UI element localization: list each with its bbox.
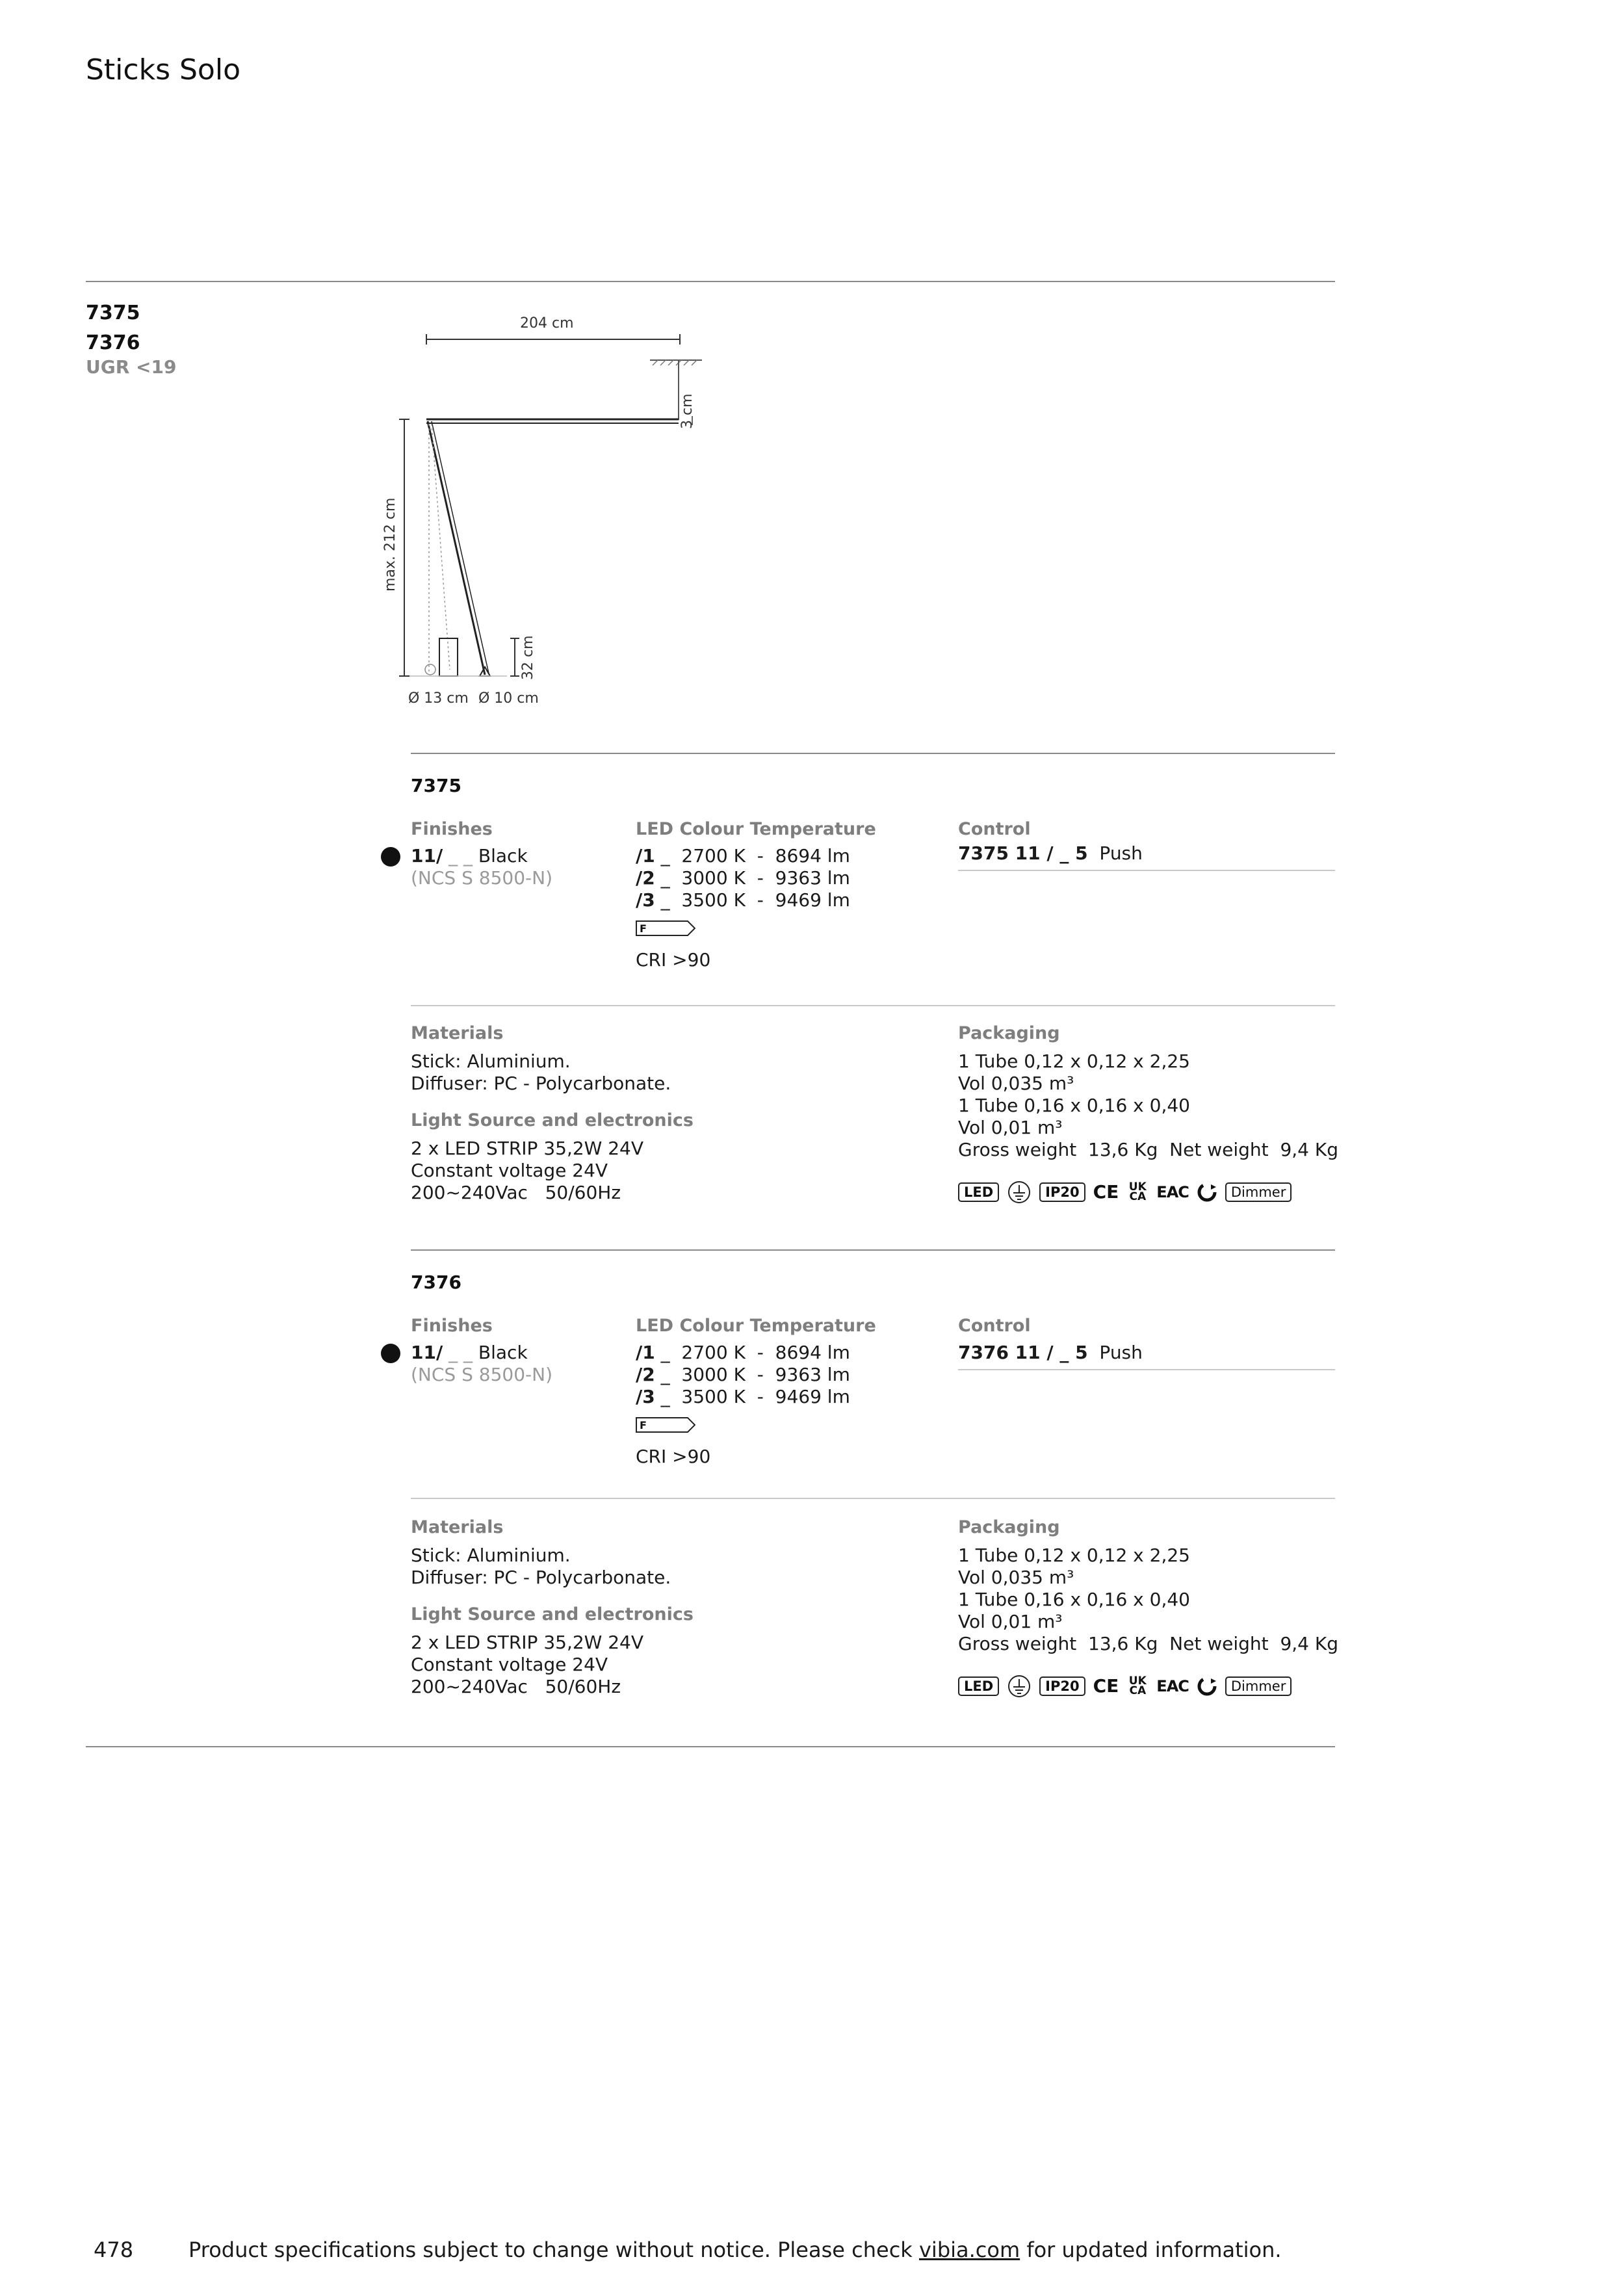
light-source-line: 2 x LED STRIP 35,2W 24V — [411, 1632, 644, 1653]
divider — [86, 1746, 1335, 1747]
materials-line: Stick: Aluminium. — [411, 1050, 571, 1072]
energy-class-icon — [636, 920, 695, 936]
packaging-line: Vol 0,035 m³ — [958, 1073, 1074, 1094]
cri: CRI >90 — [636, 1446, 711, 1467]
lamp-drawing — [364, 306, 728, 722]
svg-text:F: F — [640, 922, 647, 935]
packaging-line: 1 Tube 0,12 x 0,12 x 2,25 — [958, 1050, 1190, 1072]
finish-option: 11/ _ _ Black — [411, 1342, 528, 1363]
finish-ncs: (NCS S 8500-N) — [411, 867, 552, 889]
light-source-line: Constant voltage 24V — [411, 1160, 608, 1181]
light-source-label: Light Source and electronics — [411, 1110, 694, 1130]
packaging-line: Gross weight 13,6 Kg Net weight 9,4 Kg — [958, 1139, 1339, 1160]
packaging-line: Gross weight 13,6 Kg Net weight 9,4 Kg — [958, 1633, 1339, 1654]
recycle-mark-icon — [1197, 1676, 1217, 1697]
led-label: LED Colour Temperature — [636, 1316, 876, 1336]
materials-line: Diffuser: PC - Polycarbonate. — [411, 1073, 671, 1094]
packaging-line: Vol 0,035 m³ — [958, 1567, 1074, 1588]
ip-rating-icon: IP20 — [1039, 1676, 1085, 1696]
divider — [958, 1369, 1335, 1370]
packaging-line: Vol 0,01 m³ — [958, 1117, 1063, 1138]
eac-mark-icon: EAC — [1156, 1677, 1189, 1695]
control-label: Control — [958, 819, 1031, 839]
page-title: Sticks Solo — [86, 53, 240, 86]
certifications — [958, 1673, 1292, 1699]
materials-line: Stick: Aluminium. — [411, 1545, 571, 1566]
led-option: /1 _ 2700 K - 8694 lm — [636, 1342, 850, 1363]
earth-ground-icon — [1007, 1180, 1032, 1205]
finishes-label: Finishes — [411, 819, 493, 839]
control-option: 7376 11 / _ 5 Push — [958, 1342, 1143, 1363]
ip-rating-icon: IP20 — [1039, 1182, 1085, 1202]
packaging-line: 1 Tube 0,12 x 0,12 x 2,25 — [958, 1545, 1190, 1566]
control-label: Control — [958, 1316, 1031, 1336]
led-option: /1 _ 2700 K - 8694 lm — [636, 845, 850, 867]
control-option: 7375 11 / _ 5 Push — [958, 842, 1143, 864]
led-option: /2 _ 3000 K - 9363 lm — [636, 1364, 850, 1385]
vibia-link[interactable]: vibia.com — [918, 2237, 1020, 2262]
divider — [86, 281, 1335, 282]
packaging-line: Vol 0,01 m³ — [958, 1611, 1063, 1632]
earth-ground-icon — [1007, 1674, 1032, 1699]
ukca-mark-icon: UK CA — [1128, 1675, 1147, 1697]
svg-text:F: F — [640, 1419, 647, 1431]
led-option: /3 _ 3500 K - 9469 lm — [636, 889, 850, 911]
energy-class-icon — [636, 1417, 695, 1433]
width-label: 204 cm — [520, 315, 574, 332]
dimmer-icon: Dimmer — [1225, 1676, 1292, 1696]
ce-mark-icon: CE — [1093, 1181, 1119, 1203]
packaging-label: Packaging — [958, 1023, 1060, 1043]
led-option: /3 _ 3500 K - 9469 lm — [636, 1386, 850, 1407]
finishes-label: Finishes — [411, 1316, 493, 1336]
section-code: 7375 — [411, 775, 461, 796]
light-source-line: Constant voltage 24V — [411, 1654, 608, 1675]
eac-mark-icon: EAC — [1156, 1183, 1189, 1201]
light-source-line: 2 x LED STRIP 35,2W 24V — [411, 1138, 644, 1159]
dimmer-icon: Dimmer — [1225, 1182, 1292, 1202]
divider — [958, 870, 1335, 871]
product-code-2: 7376 — [86, 332, 140, 354]
ugr-rating: UGR <19 — [86, 356, 177, 378]
certifications — [958, 1179, 1292, 1205]
base-height-label: 32 cm — [520, 635, 536, 680]
packaging-line: 1 Tube 0,16 x 0,16 x 0,40 — [958, 1589, 1190, 1610]
led-label: LED Colour Temperature — [636, 819, 876, 839]
ce-mark-icon: CE — [1093, 1675, 1119, 1697]
packaging-label: Packaging — [958, 1517, 1060, 1537]
light-source-label: Light Source and electronics — [411, 1604, 694, 1624]
cri: CRI >90 — [636, 949, 711, 971]
product-code-1: 7375 — [86, 302, 140, 324]
divider — [411, 753, 1335, 754]
led-option: /2 _ 3000 K - 9363 lm — [636, 867, 850, 889]
divider — [411, 1498, 1335, 1499]
finish-ncs: (NCS S 8500-N) — [411, 1364, 552, 1385]
base-diameter-2: Ø 10 cm — [478, 690, 539, 707]
ukca-mark-icon: UK CA — [1128, 1181, 1147, 1203]
materials-line: Diffuser: PC - Polycarbonate. — [411, 1567, 671, 1588]
recycle-mark-icon — [1197, 1182, 1217, 1203]
led-icon: LED — [958, 1182, 999, 1202]
light-source-line: 200~240Vac 50/60Hz — [411, 1676, 621, 1697]
materials-label: Materials — [411, 1517, 504, 1537]
materials-label: Materials — [411, 1023, 504, 1043]
page-number: 478 — [94, 2237, 134, 2262]
packaging-line: 1 Tube 0,16 x 0,16 x 0,40 — [958, 1095, 1190, 1116]
footer-disclaimer: Product specifications subject to change without notice. Please check vibia.com for updated information. — [188, 2237, 1282, 2262]
base-diameter-1: Ø 13 cm — [408, 690, 469, 707]
thickness-label: 3 cm — [679, 393, 695, 429]
divider — [411, 1005, 1335, 1006]
led-icon: LED — [958, 1676, 999, 1696]
finish-swatch — [381, 847, 400, 867]
light-source-line: 200~240Vac 50/60Hz — [411, 1182, 621, 1203]
divider — [411, 1249, 1335, 1251]
section-code: 7376 — [411, 1272, 461, 1293]
finish-swatch — [381, 1344, 400, 1363]
height-label: max. 212 cm — [382, 497, 398, 592]
finish-option: 11/ _ _ Black — [411, 845, 528, 867]
